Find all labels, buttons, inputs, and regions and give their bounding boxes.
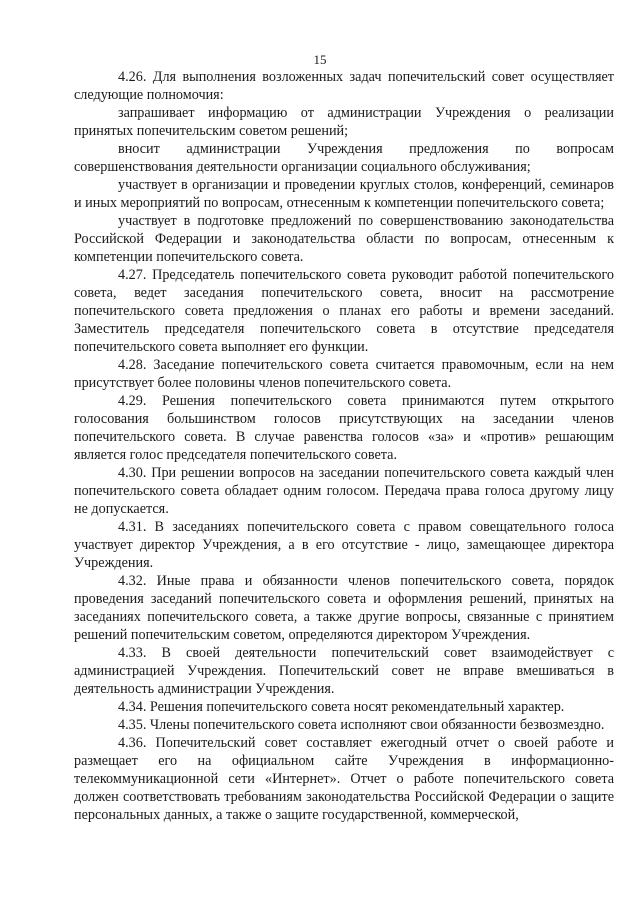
paragraph-4-35: 4.35. Члены попечительского совета исполняют свои обязанности безвозмездно.	[118, 717, 605, 733]
paragraph-participate-legislation: участвует в подготовке предложений по совершенствованию законодательства Российской Федерации и законодательства области по вопросам, отнесенным к компетенции попечительского совета.	[74, 213, 614, 265]
paragraph-4-33: 4.33. В своей деятельности попечительский совет взаимодействует с администрацией Учреждения. Попечительский совет не вправе вмешиваться в деятельность администрации Учреждения.	[74, 645, 614, 697]
paragraph-4-30: 4.30. При решении вопросов на заседании попечительского совета каждый член попечительского совета обладает одним голосом. Передача права голоса другому лицу не допускается.	[74, 465, 614, 517]
paragraph-4-36: 4.36. Попечительский совет составляет ежегодный отчет о своей работе и размещает его на официальном сайте Учреждения в информационно-телекоммуникационной сети «Интернет». Отчет о работе попечительского совета должен соответствовать требованиям законодательства Российской Федерации о защите персональных данных, а также о защите государственной, коммерческой,	[74, 735, 614, 823]
paragraph-4-34: 4.34. Решения попечительского совета носят рекомендательный характер.	[118, 699, 565, 715]
paragraph-4-32: 4.32. Иные права и обязанности членов попечительского совета, порядок проведения заседаний попечительского совета и оформления решений, принятых на заседаниях попечительского совета, а также другие вопросы, связанные с принятием решений попечительским советом, определяются директором Учреждения.	[74, 573, 614, 643]
paragraph-4-29: 4.29. Решения попечительского совета принимаются путем открытого голосования большинством голосов присутствующих на заседании членов попечительского совета. В случае равенства голосов «за» и «против» решающим является голос председателя попечительского совета.	[74, 393, 614, 463]
page-number: 15	[313, 52, 327, 67]
document-body	[74, 68, 614, 824]
paragraph-submit-proposals: вносит администрации Учреждения предложения по вопросам совершенствования деятельности организации социального обслуживания;	[74, 141, 614, 175]
paragraph-4-31: 4.31. В заседаниях попечительского совета с правом совещательного голоса участвует директор Учреждения, а в его отсутствие - лицо, замещающее директора Учреждения.	[74, 519, 614, 571]
paragraph-4-26: 4.26. Для выполнения возложенных задач попечительский совет осуществляет следующие полномочия:	[74, 69, 614, 103]
paragraph-participate-events: участвует в организации и проведении круглых столов, конференций, семинаров и иных мероприятий по вопросам, отнесенным к компетенции попечительского совета;	[74, 177, 614, 211]
paragraph-4-28: 4.28. Заседание попечительского совета считается правомочным, если на нем присутствует более половины членов попечительского совета.	[74, 357, 614, 391]
paragraph-4-27: 4.27. Председатель попечительского совета руководит работой попечительского совета, ведет заседания попечительского совета, вносит на рассмотрение попечительского совета предложения о планах его работы и времени заседаний. Заместитель председателя попечительского совета в отсутствие председателя попечительского совета выполняет его функции.	[74, 267, 614, 355]
paragraph-request-information: запрашивает информацию от администрации Учреждения о реализации принятых попечительским советом решений;	[74, 105, 614, 139]
